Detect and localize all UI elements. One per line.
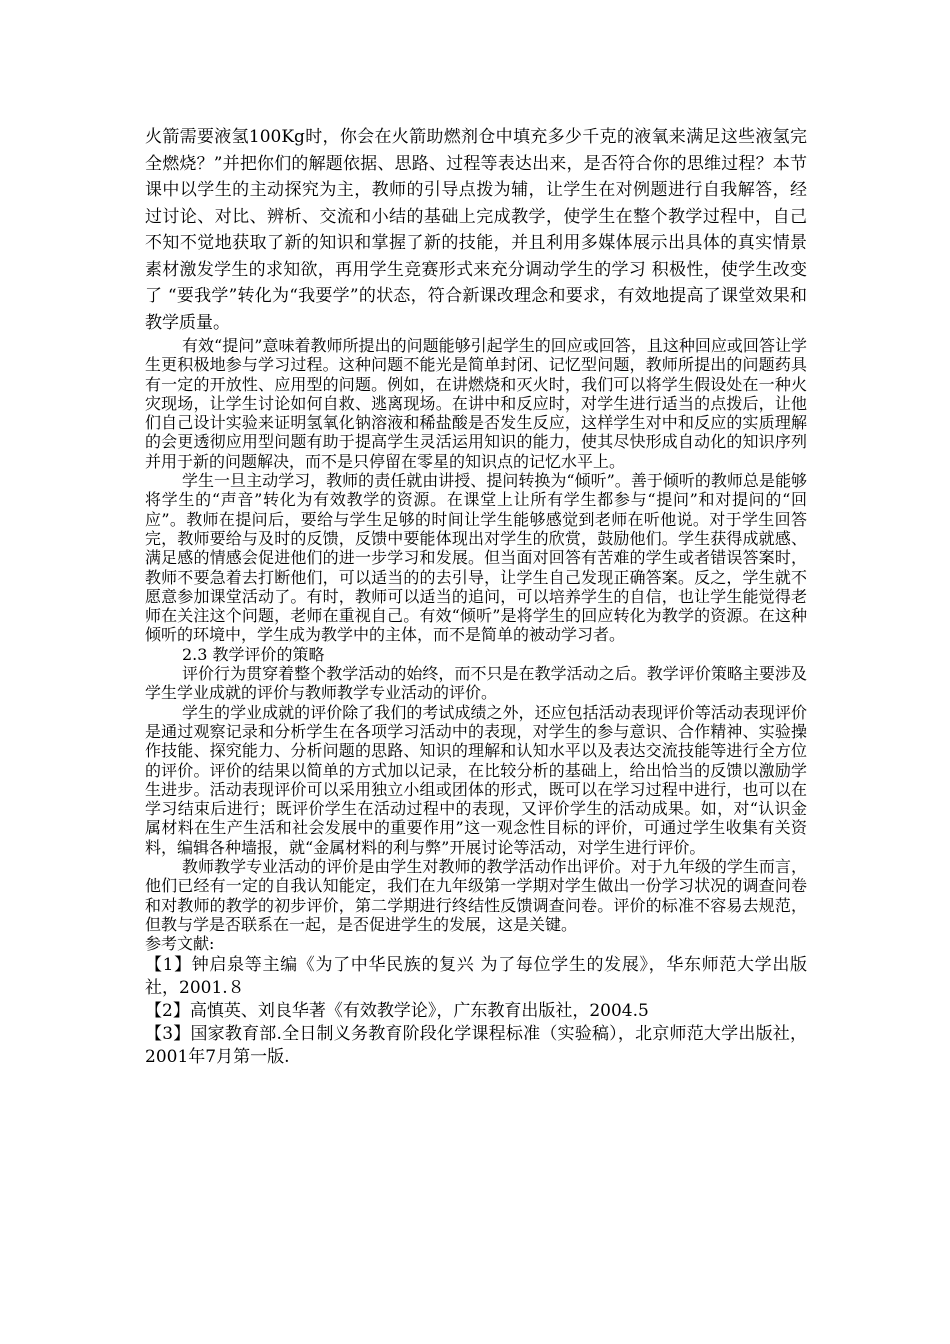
document-page [145, 124, 807, 1069]
paragraph-evaluation-overview: 评价行为贯穿着整个教学活动的始终，而不只是在教学活动之后。教学评价策略主要涉及学生学业成就的评价与教师教学专业活动的评价。 [145, 664, 807, 703]
reference-item: 【1】钟启泉等主编《为了中华民族的复兴 为了每位学生的发展》，华东师范大学出版社，2001.８ [145, 954, 807, 998]
paragraph-teacher-evaluation: 教师教学专业活动的评价是由学生对教师的教学活动作出评价。对于九年级的学生而言，他们已经有一定的自我认知能定，我们在九年级第一学期对学生做出一份学习状况的调查问卷和对教师的教学的初步评价，第二学期进行终结性反馈调查问卷。评价的标准不容易去规范，但教与学是否联系在一起，是否促进学生的发展，这是关键。 [145, 857, 807, 934]
paragraph-intro: 火箭需要液氢100Kg时，你会在火箭助燃剂仓中填充多少千克的液氧来满足这些液氢完全燃烧？”并把你们的解题依据、思路、过程等表达出来，是否符合你的思维过程？本节课中以学生的主动探究为主，教师的引导点拨为辅，让学生在对例题进行自我解答，经过讨论、对比、辨析、交流和小结的基础上完成教学，使学生在整个教学过程中，自己不知不觉地获取了新的知识和掌握了新的技能，并且利用多媒体展示出具体的真实情景素材激发学生的求知欲，再用学生竞赛形式来充分调动学生的学习 积极性，使学生改变了 “要我学”转化为“我要学”的状态，符合新课改理念和要求，有效地提高了课堂效果和教学质量。 [145, 127, 807, 333]
references-title: 参考文献: [145, 934, 215, 954]
paragraph-student-evaluation: 学生的学业成就的评价除了我们的考试成绩之外，还应包括活动表现评价等活动表现评价是通过观察记录和分析学生在各项学习活动中的表现，对学生的参与意识、合作精神、实验操作技能、探究能力、分析问题的思路、知识的理解和认知水平以及表达交流技能等进行全方位的评价。评价的结果以简单的方式加以记录，在比较分析的基础上，给出恰当的反馈以激励学生进步。活动表现评价可以采用独立小组或团体的形式，既可以在学习过程中进行，也可以在学习结束后进行；既评价学生在活动过程中的表现，又评价学生的活动成果。如，对“认识金属材料在生产生活和社会发展中的重要作用”这一观念性目标的评价，可通过学生收集有关资料，编辑各种墙报，就“金属材料的利与弊”开展讨论等活动，对学生进行评价。 [145, 702, 807, 857]
paragraph-effective-listening: 学生一旦主动学习，教师的责任就由讲授、提问转换为“倾听”。善于倾听的教师总是能够将学生的“声音”转化为有效教学的资源。在课堂上让所有学生都参与“提问”和对提问的“回应”。教师在提问后，要给与学生足够的时间让学生能够感觉到老师在听他说。对于学生回答完，教师要给与及时的反馈，反馈中要能体现出对学生的欣赏，鼓励他们。学生获得成就感、满足感的情感会促进他们的进一步学习和发展。但当面对回答有苦难的学生或者错误答案时，教师不要急着去打断他们，可以适当的的去引导，让学生自己发现正确答案。反之，学生就不愿意参加课堂活动了。有时，教师可以适当的追问，可以培养学生的自信，也让学生能觉得老师在关注这个问题，老师在重视自己。有效“倾听”是将学生的回应转化为教学的资源。在这种倾听的环境中，学生成为教学中的主体，而不是简单的被动学习者。 [145, 471, 807, 645]
reference-item: 【2】高慎英、刘良华著《有效教学论》，广东教育出版社，2004.5 [145, 1000, 649, 1021]
paragraph-effective-questioning: 有效“提问”意味着教师所提出的问题能够引起学生的回应或回答，且这种回应或回答让学生更积极地参与学习过程。这种问题不能光是简单封闭、记忆型问题，教师所提出的问题药具有一定的开放性、应用型的问题。例如，在讲燃烧和灭火时，我们可以将学生假设处在一种火灾现场，让学生讨论如何自救、逃离现场。在讲中和反应时，对学生进行适当的点拨后，让他们自己设计实验来证明氢氧化钠溶液和稀盐酸是否发生反应，这样学生对中和反应的实质理解的会更透彻应用型问题有助于提高学生灵活运用知识的能力，使其尽快形成自动化的知识序列并用于新的问题解决，而不是只停留在零星的知识点的记忆水平上。 [145, 336, 807, 471]
reference-item: 【3】国家教育部.全日制义务教育阶段化学课程标准（实验稿），北京师范大学出版社，2001年7月第一版. [145, 1023, 807, 1067]
section-heading-evaluation-strategy: 2.3 教学评价的策略 [182, 644, 325, 664]
